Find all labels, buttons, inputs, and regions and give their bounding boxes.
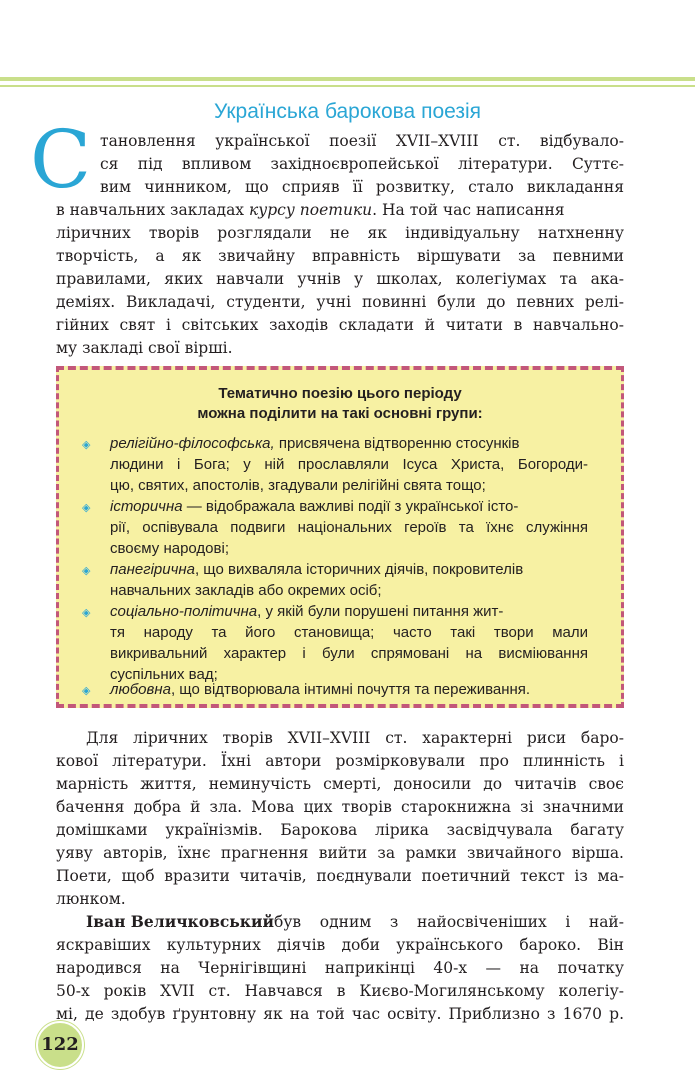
italic-term: любовна bbox=[110, 681, 171, 698]
text-line: уяву авторів, їхнє прагнення вийти за рамки звичайного вірша. bbox=[56, 844, 624, 862]
top-rule bbox=[0, 77, 695, 81]
text-fragment: , що вихваляла історичних діячів, покровителів bbox=[194, 561, 524, 578]
text-line: ліричних творів розглядали не як індивідуальну натхненну bbox=[56, 224, 624, 242]
text-line: вим чинником, що сприяв її розвитку, стало викладання bbox=[100, 178, 624, 196]
text-fragment: був одним з найосвіченіших і най- bbox=[273, 913, 624, 931]
list-item-line: людини і Бога; у ній прославляли Ісуса Христа, Богороди- bbox=[110, 456, 588, 473]
italic-term: панегірична bbox=[110, 561, 195, 578]
bold-name: Іван Величковський bbox=[86, 912, 274, 931]
page-number: 122 bbox=[36, 1021, 84, 1069]
text-line: кової літератури. Їхні автори розмірковували про плинність і bbox=[56, 752, 624, 770]
text-fragment: , що відтворювала інтимні почуття та переживання. bbox=[170, 681, 531, 698]
list-item-line: викривальний характер і були спрямовані на висміювання bbox=[110, 645, 588, 662]
text-line: Поети, щоб вразити читачів, поєднували поетичний текст із ма- bbox=[56, 867, 624, 885]
italic-term: соціально-політична bbox=[110, 603, 258, 620]
italic-term: релігійно-філософська, bbox=[110, 435, 275, 452]
list-item-line: суспільних вад; bbox=[110, 666, 218, 683]
text-line: мі, де здобув ґрунтовну як на той час освіту. Приблизно з 1670 р. bbox=[56, 1005, 624, 1023]
diamond-bullet-icon: ◈ bbox=[82, 564, 91, 577]
diamond-bullet-icon: ◈ bbox=[82, 684, 91, 697]
diamond-bullet-icon: ◈ bbox=[82, 438, 91, 451]
list-item-line bbox=[110, 497, 518, 517]
dropcap-letter: С bbox=[30, 113, 92, 206]
italic-term: курсу поетики bbox=[248, 201, 373, 219]
text-line: бачення добра й зла. Мова цих творів старокнижна зі значними bbox=[56, 798, 624, 816]
text-line: деміях. Викладачі, студенти, учні повинні були до певних релі- bbox=[56, 293, 624, 311]
italic-term: історична bbox=[110, 498, 183, 515]
text-line: тановлення української поезії XVII–XVIII ст. відбувало- bbox=[100, 132, 624, 150]
text-line: ся під впливом західноєвропейської літератури. Суттє- bbox=[100, 155, 624, 173]
text-fragment: — відображала важливі події з української істо- bbox=[182, 498, 519, 515]
text-line: марність життя, неминучість смерті, доносили до читачів своє bbox=[56, 775, 624, 793]
box-heading bbox=[0, 384, 680, 424]
text-fragment: присвячена відтворенню стосунків bbox=[274, 435, 520, 452]
text-line: творчість, а як звичайну вправність віршувати за певними bbox=[56, 247, 624, 265]
text-line: домішками українізмів. Барокова лірика засвідчувала багату bbox=[56, 821, 624, 839]
box-heading-line: Тематично поезію цього періоду bbox=[218, 385, 462, 402]
text-line: народився на Чернігівщині наприкінці 40-х — на початку bbox=[56, 959, 624, 977]
text-line: 50-х років XVII ст. Навчався в Києво-Могилянському колегіу- bbox=[56, 982, 624, 1000]
text-fragment: . На той час написання bbox=[372, 201, 565, 219]
text-line: му закладі свої вірші. bbox=[56, 339, 233, 357]
text-line: гійних свят і світських заходів складати й читати в навчально- bbox=[56, 316, 624, 334]
text-line: правилами, яких навчали учнів у школах, колегіумах та ака- bbox=[56, 270, 624, 288]
list-item-line: тя народу та його становища; часто такі твори мали bbox=[110, 624, 588, 641]
text-line: Для ліричних творів XVII–XVIII ст. характерні риси баро- bbox=[86, 729, 624, 747]
text-line bbox=[86, 912, 624, 932]
list-item-line bbox=[110, 602, 503, 622]
text-line: яскравіших культурних діячів доби українського бароко. Він bbox=[56, 936, 624, 954]
diamond-bullet-icon: ◈ bbox=[82, 501, 91, 514]
section-title: Українська барокова поезія bbox=[213, 100, 482, 123]
list-item-line: навчальних закладів або окремих осіб; bbox=[110, 582, 382, 599]
top-rule-thin bbox=[0, 85, 695, 87]
text-line: люнком. bbox=[56, 890, 126, 908]
diamond-bullet-icon: ◈ bbox=[82, 606, 91, 619]
text-fragment: в навчальних закладах bbox=[56, 201, 249, 219]
list-item-line bbox=[110, 560, 523, 580]
text-line bbox=[56, 200, 624, 220]
list-item-line bbox=[110, 680, 530, 700]
list-item-line: цю, святих, апостолів, згадували релігійні свята тощо; bbox=[110, 477, 486, 494]
list-item-line: рії, оспівувала подвиги національних героїв та їхнє служіння bbox=[110, 519, 588, 536]
list-item-line bbox=[110, 434, 519, 454]
text-fragment: , у якій були порушені питання жит- bbox=[257, 603, 504, 620]
box-heading-line: можна поділити на такі основні групи: bbox=[197, 405, 483, 422]
list-item-line: своєму народові; bbox=[110, 540, 229, 557]
